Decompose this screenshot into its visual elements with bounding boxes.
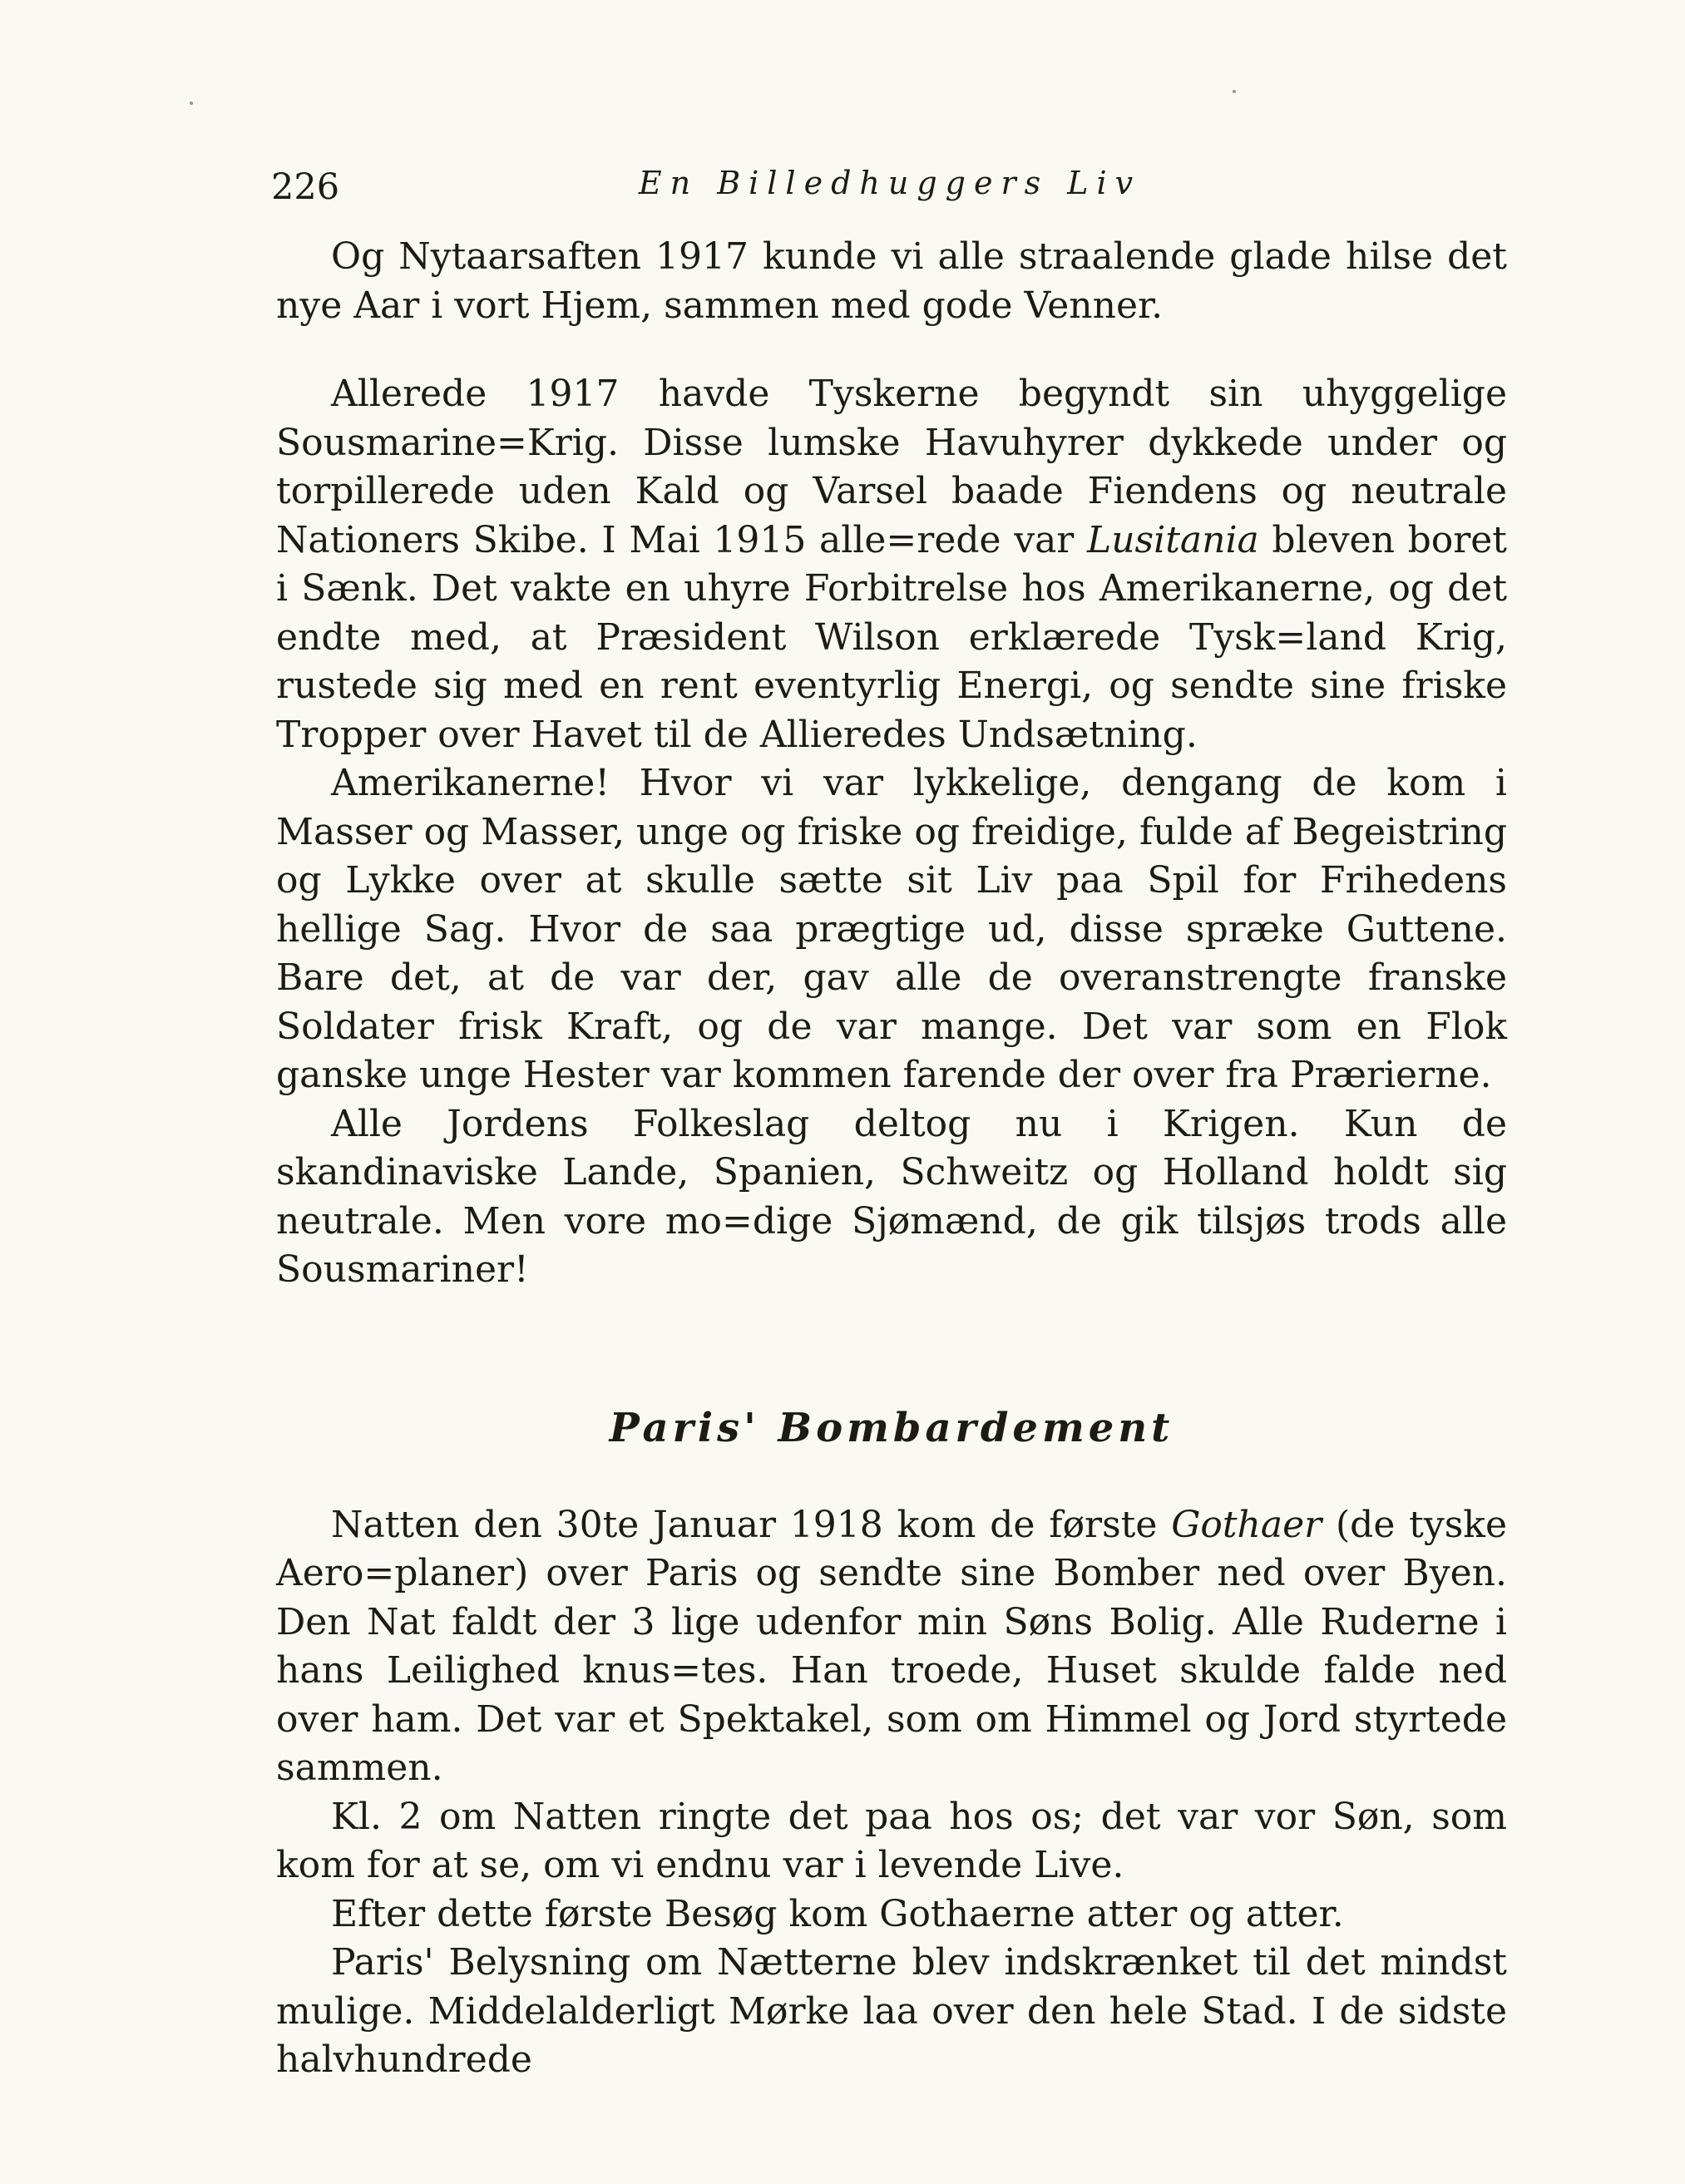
section-heading: Paris' Bombardement	[609, 1404, 1174, 1451]
heading-gap	[276, 1455, 1507, 1501]
section-gap	[276, 1295, 1507, 1401]
body-text	[276, 233, 1507, 2085]
paragraph-submarine-war	[276, 370, 1507, 759]
page-number: 226	[271, 166, 340, 208]
page-header	[271, 158, 1509, 216]
paragraph-nations: Alle Jordens Folkeslag deltog nu i Krigen. Kun de skandinaviske Lande, Spanien, Schweitz og Holland holdt sig neutrale. Men vore mo=dige Sjømænd, de gik tilsjøs trods alle Sousmariner!	[276, 1102, 1507, 1291]
paragraph-blackout: Paris' Belysning om Nætterne blev indskrænket til det mindst mulige. Middelalderligt Mørke laa over den hele Stad. I de sidste halvhundrede	[276, 1941, 1507, 2081]
paragraph-repeat-raids: Efter dette første Besøg kom Gothaerne atter og atter.	[331, 1892, 1344, 1935]
text-run: (de tyske Aero=planer) over Paris og sendte sine Bomber ned over Byen. Den Nat faldt der 3 lige udenfor min Søns Bolig. Alle Ruderne i hans Leilighed knus=tes. Han troede, Huset skulde falde ned over ham. Det var et Spektakel, som om Himmel og Jord styrtede sammen.	[276, 1503, 1508, 1789]
paragraph-americans: Amerikanerne! Hvor vi var lykkelige, dengang de kom i Masser og Masser, unge og friske og freidige, fulde af Begeistring og Lykke over at skulle sætte sit Liv paa Spil for Frihedens hellige Sag. Hvor de saa prægtige ud, disse spræke Guttene. Bare det, at de var der, gav alle de overanstrengte franske Soldater frisk Kraft, og de var mange. Det var som en Flok ganske unge Hester var kommen farende der over fra Prærierne.	[276, 762, 1507, 1096]
paragraph-first-raid	[276, 1501, 1507, 1793]
paragraph-night-visit: Kl. 2 om Natten ringte det paa hos os; det var vor Søn, som kom for at se, om vi endnu var i levende Live.	[276, 1795, 1507, 1886]
italic-ship-name: Lusitania	[1087, 518, 1259, 561]
paper-speck	[190, 101, 193, 105]
paper-speck	[1233, 90, 1236, 93]
text-run: Natten den 30te Januar 1918 kom de første	[331, 1503, 1172, 1546]
italic-aircraft-name: Gothaer	[1171, 1503, 1322, 1546]
text-run: Allerede 1917 havde Tyskerne begyndt sin uhyggelige Sousmarine=Krig. Disse lumske Havuhyrer dykkede under og torpillerede uden Kald og Varsel baade Fiendens og neutrale Nationers Skibe. I Mai 1915 alle=rede var	[276, 373, 1507, 561]
text-run: bleven boret i Sænk. Det vakte en uhyre Forbitrelse hos Amerikanerne, og det endte med, at Præsident Wilson erklærede Tysk=land Krig, rustede sig med en rent eventyrlig Energi, og sendte sine friske Tropper over Havet til de Allieredes Undsætning.	[276, 518, 1507, 756]
paragraph-new-year: Og Nytaarsaften 1917 kunde vi alle straalende glade hilse det nye Aar i vort Hjem, sammen med gode Venner.	[276, 235, 1507, 327]
running-title: En Billedhuggers Liv	[638, 165, 1142, 201]
paragraph-gap	[276, 330, 1507, 370]
